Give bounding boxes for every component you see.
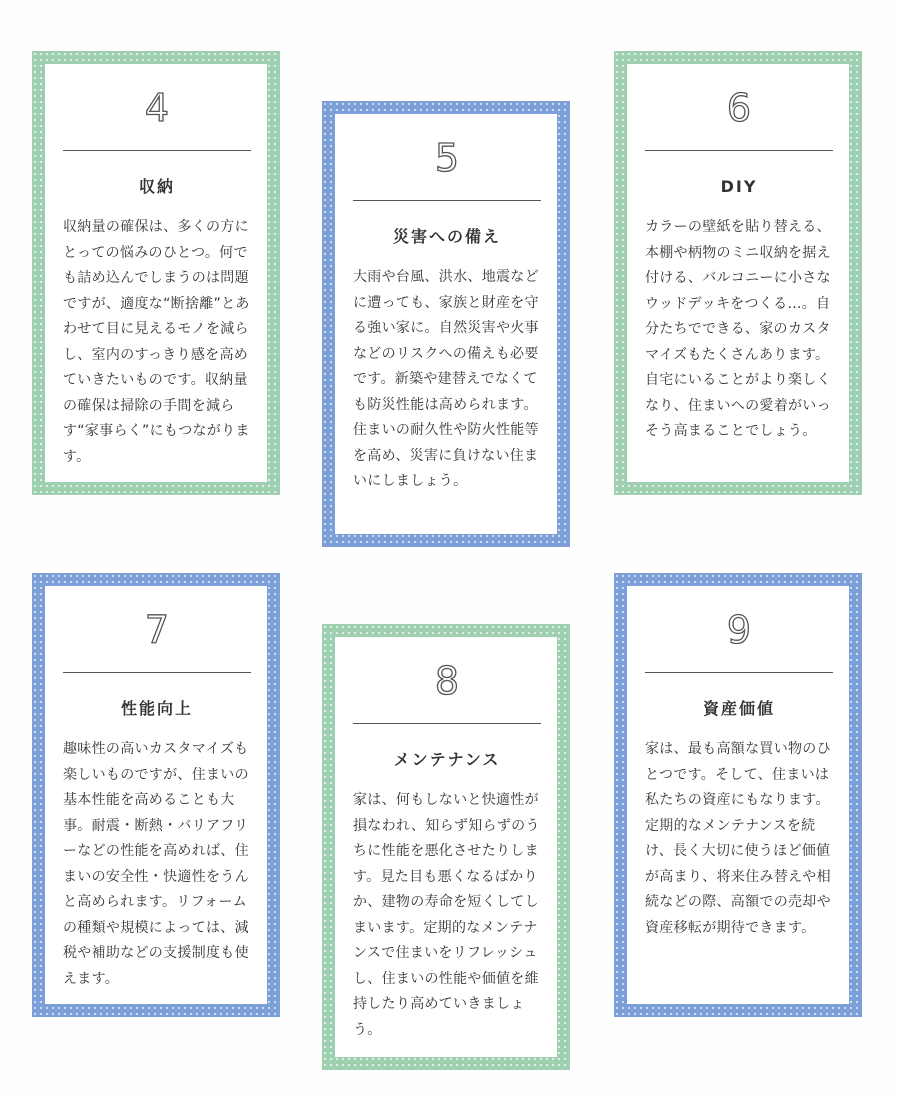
card-disaster-prep [322, 101, 570, 547]
card-number: 9 [726, 608, 752, 652]
card-title: 災害への備え [392, 227, 501, 246]
card-performance [32, 573, 280, 1017]
card-number: 8 [434, 659, 460, 703]
card-title: 資産価値 [702, 699, 775, 718]
card-title: 性能向上 [120, 699, 193, 718]
card-title: メンテナンス [393, 750, 501, 769]
card-number: 5 [434, 136, 460, 180]
card-content [335, 637, 557, 1057]
card-maintenance [322, 624, 570, 1070]
card-content [45, 64, 267, 482]
card-body: 大雨や台風、洪水、地震などに遭っても、家族と財産を守る強い家に。自然災害や火事などのリスクへの備えも必要です。新築や建替えでなくても防災性能は高められます。住まいの耐久性や防火性能等を高め、災害に負けない住まいにしましょう。 [353, 269, 539, 489]
card-title: DIY [720, 177, 758, 196]
card-content [45, 586, 267, 1004]
divider [63, 672, 251, 673]
card-diy [614, 51, 862, 495]
card-number: 6 [726, 86, 752, 130]
card-body: 家は、何もしないと快適性が損なわれ、知らず知らずのうちに性能を悪化させたりします。見た目も悪くなるばかりか、建物の寿命を短くしてしまいます。定期的なメンテナンスで住まいをリフレッシュし、住まいの性能や価値を維持したり高めていきましょう。 [353, 792, 540, 1038]
card-asset-value [614, 573, 862, 1017]
card-title: 収納 [138, 177, 175, 196]
card-body: 収納量の確保は、多くの方にとっての悩みのひとつ。何でも詰め込んでしまうのは問題ですが、適度な“断捨離”とあわせて目に見えるモノを減らし、室内のすっきり感を高めていきたいものです。収納量の確保は掃除の手間を減らす“家事らく”にもつながります。 [63, 219, 250, 465]
divider [645, 672, 833, 673]
divider [645, 150, 833, 151]
card-body: カラーの壁紙を貼り替える、本棚や柄物のミニ収納を据え付ける、バルコニーに小さなウッドデッキをつくる…。自分たちでできる、家のカスタマイズもたくさんあります。自宅にいることがより楽しくなり、住まいへの愛着がいっそう高まることでしょう。 [645, 219, 831, 439]
divider [353, 723, 541, 724]
card-number: 4 [144, 86, 170, 130]
card-body: 家は、最も高額な買い物のひとつです。そして、住まいは私たちの資産にもなります。定期的なメンテナンスを続け、長く大切に使うほど価値が高まり、将来住み替えや相続などの際、高額での売却や資産移転が期待できます。 [645, 741, 831, 936]
card-storage [32, 51, 280, 495]
card-content [627, 586, 849, 1004]
card-content [627, 64, 849, 482]
card-body: 趣味性の高いカスタマイズも楽しいものですが、住まいの基本性能を高めることも大事。耐震・断熱・バリアフリーなどの性能を高めれば、住まいの安全性・快適性をうんと高められます。リフォームの種類や規模によっては、減税や補助などの支援制度も使えます。 [63, 741, 249, 987]
divider [353, 200, 541, 201]
divider [63, 150, 251, 151]
card-number: 7 [144, 608, 170, 652]
card-content [335, 114, 557, 534]
